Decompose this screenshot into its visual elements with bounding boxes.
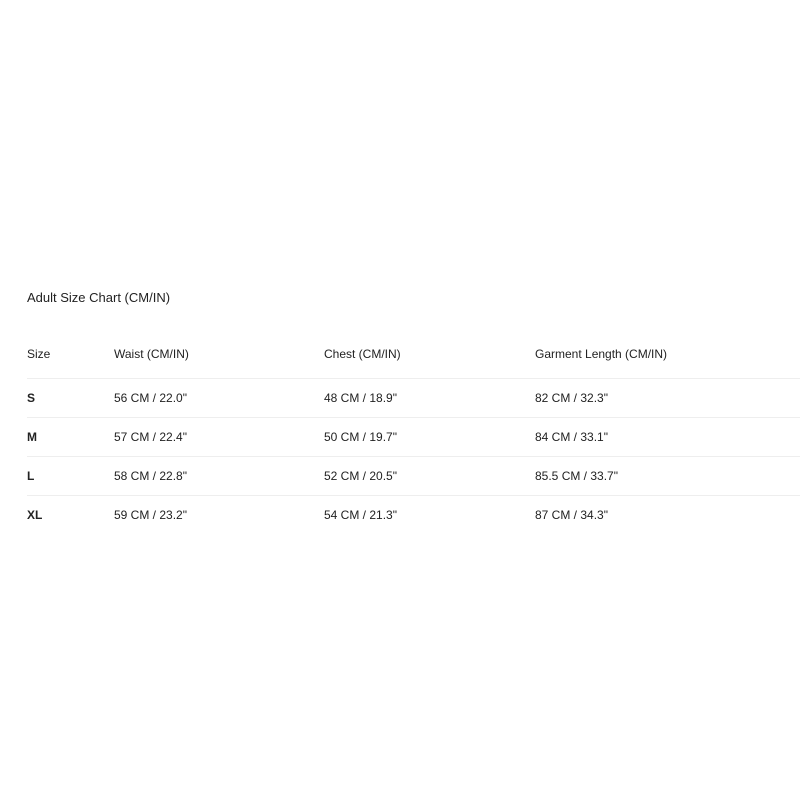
size-chart-title: Adult Size Chart (CM/IN) [27,290,171,305]
size-cell: M [27,418,114,457]
size-chart [27,289,800,534]
size-cell: XL [27,508,43,522]
waist-cell: 57 CM / 22.4" [114,418,324,457]
length-cell: 87 CM / 34.3" [535,508,608,522]
header-garment-length: Garment Length (CM/IN) [535,330,800,379]
length-cell: 84 CM / 33.1" [535,418,800,457]
table-header-row [27,330,800,379]
length-cell: 82 CM / 32.3" [535,379,800,418]
length-cell: 85.5 CM / 33.7" [535,457,800,496]
header-waist: Waist (CM/IN) [114,330,324,379]
chest-cell: 52 CM / 20.5" [324,457,535,496]
table-row [27,496,800,535]
table-row [27,457,800,496]
waist-cell: 58 CM / 22.8" [114,457,324,496]
size-cell: S [27,379,114,418]
table-row [27,418,800,457]
waist-cell: 59 CM / 23.2" [114,508,187,522]
chest-cell: 48 CM / 18.9" [324,379,535,418]
size-table [27,330,800,534]
size-cell: L [27,457,114,496]
table-row [27,379,800,418]
chest-cell: 54 CM / 21.3" [324,508,397,522]
waist-cell: 56 CM / 22.0" [114,379,324,418]
header-size: Size [27,330,114,379]
chest-cell: 50 CM / 19.7" [324,418,535,457]
header-chest: Chest (CM/IN) [324,330,535,379]
